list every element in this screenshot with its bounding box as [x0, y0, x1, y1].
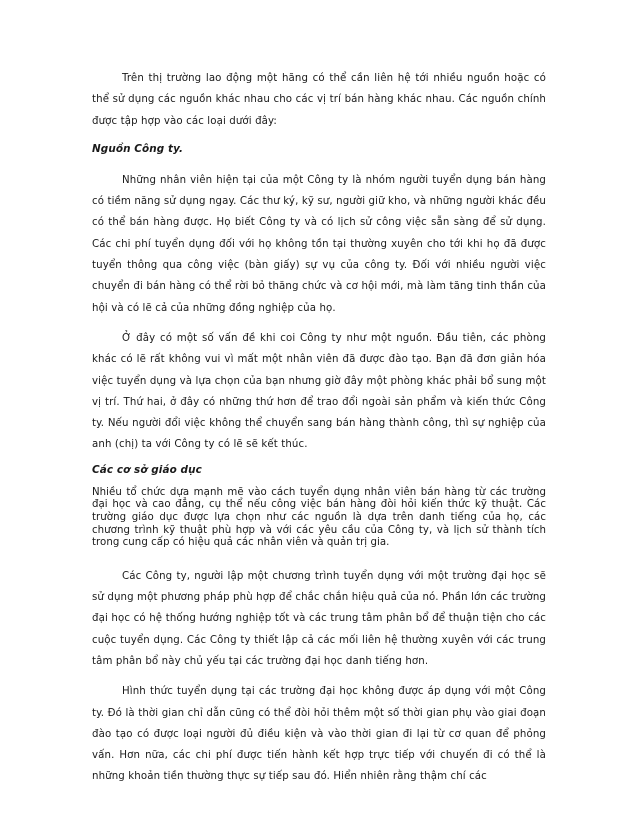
section-heading-education: Các cơ sở giáo dục [92, 463, 202, 476]
section-heading-company: Nguồn Công ty. [92, 142, 184, 155]
education-paragraph-1: Nhiều tổ chức dựa mạnh mẽ vào cách tuyển dụng nhân viên bán hàng từ các trường đại học và cao đẳng, cụ thể nếu công việc bán hàng đòi hỏi kiến thức kỹ thuật. Các trường giáo dục được lựa chọn như các nguồn là dựa trên danh tiếng của họ, các chương trình kỹ thuật phù hợp và với các yêu cầu của Công ty, và lịch sử thành tích trong cung cấp có hiệu quả các nhân viên và quản trị gia. [92, 486, 546, 549]
intro-paragraph: Trên thị trường lao động một hãng có thể cần liên hệ tới nhiều nguồn hoặc có thể sử dụng các nguồn khác nhau cho các vị trí bán hàng khác nhau. Các nguồn chính được tập hợp vào các loại dưới đây: [92, 73, 546, 127]
education-paragraph-2: Các Công ty, người lập một chương trình tuyển dụng với một trường đại học sẽ sử dụng một phương pháp phù hợp để chắc chắn hiệu quả của nó. Phần lớn các trường đại học có hệ thống hướng nghiệp tốt và các trung tâm phân bổ để thuận tiện cho các cuộc tuyển dụng. Các Công ty thiết lập cả các mối liên hệ thường xuyên với các trung tâm phân bổ này chủ yếu tại các trường đại học danh tiếng hơn. [92, 570, 546, 667]
document-page [92, 68, 546, 788]
company-paragraph-2: Ở đây có một số vấn đề khi coi Công ty như một nguồn. Đầu tiên, các phòng khác có lẽ rất không vui vì mất một nhân viên đã được đào tạo. Bạn đã đơn giản hóa việc tuyển dụng và lựa chọn của bạn nhưng giờ đây một phòng khác phải bổ sung một vị trí. Thứ hai, ở đây có những thứ hơn để trao đổi ngoài sản phẩm và kiến thức Công ty. Nếu người đổi việc không thể chuyển sang bán hàng thành công, thì sự nghiệp của anh (chị) ta với Công ty có lẽ sẽ kết thúc. [92, 332, 546, 451]
education-paragraph-3: Hình thức tuyển dụng tại các trường đại học không được áp dụng với một Công ty. Đó là thời gian chỉ dẫn cũng có thể đòi hỏi thêm một số thời gian phụ vào giai đoạn đào tạo có được loại người đủ điều kiện và vào thời gian đi lại từ cơ quan để phỏng vấn. Hơn nữa, các chi phí được tiến hành kết hợp trực tiếp với chuyến đi có thể là những khoản tiền thường thực sự tiếp sau đó. Hiển nhiên rằng thậm chí các [92, 686, 546, 783]
company-paragraph-1: Những nhân viên hiện tại của một Công ty là nhóm người tuyển dụng bán hàng có tiềm năng sử dụng ngay. Các thư ký, kỹ sư, người giữ kho, và những người khác đều có thể bán hàng được. Họ biết Công ty và có lịch sử công việc sẵn sàng để sử dụng. Các chi phí tuyển dụng đối với họ không tồn tại thường xuyên cho tới khi họ đã được tuyển thông qua công việc (bàn giấy) sự vụ của công ty. Đối với nhiều người việc chuyển đi bán hàng có thể rời bỏ thăng chức và cơ hội mới, mà làm tăng tinh thần của hội và có lẽ cả của những đồng nghiệp của họ. [92, 174, 546, 314]
